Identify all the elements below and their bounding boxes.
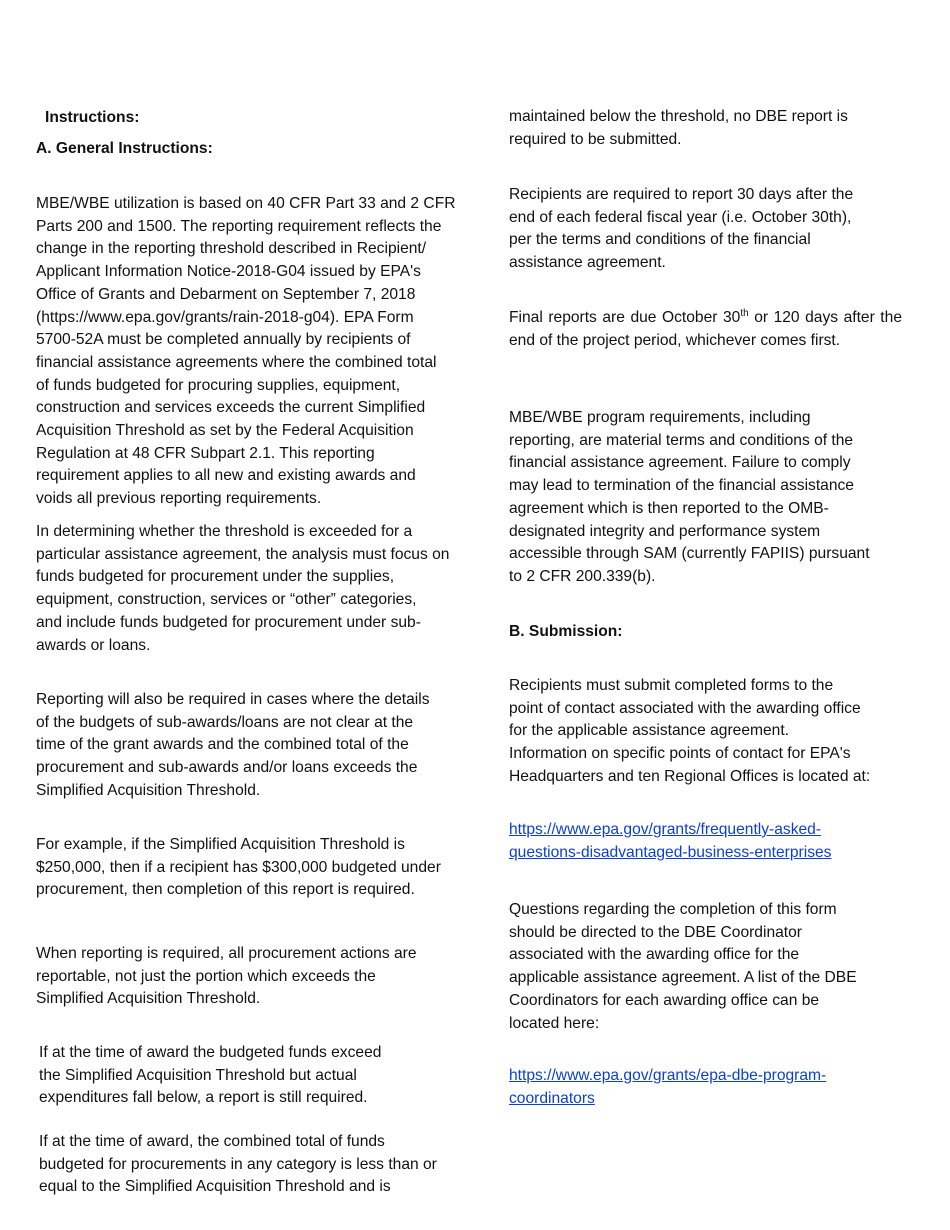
text-line: MBE/WBE program requirements, including [509,409,811,426]
text-line: questions-disadvantaged-business-enterprises [509,843,832,861]
text-line: Simplified Acquisition Threshold. [36,990,261,1008]
paragraph-report-timing [509,184,853,275]
text-line: If at the time of award, the combined total of funds [39,1133,385,1150]
text-line: for the applicable assistance agreement. [509,722,789,740]
text-line: change in the reporting threshold described in Recipient/ [36,240,427,258]
text-line: designated integrity and performance system [509,522,821,540]
text-line: Questions regarding the completion of this form [509,901,837,918]
paragraph-submit-forms [509,675,870,789]
text-line: voids all previous reporting requirements. [36,490,322,508]
text-line: assistance agreement. [509,254,666,272]
text-line: associated with the awarding office for the [509,946,800,964]
text-line: located here: [509,1014,600,1032]
text-line: of the budgets of sub-awards/loans are not clear at the [36,713,414,731]
paragraph-utilization [36,193,455,511]
text-line: maintained below the threshold, no DBE report is [509,108,848,125]
paragraph-questions [509,899,857,1035]
paragraph-expenditures [39,1042,381,1110]
text-line: budgeted for procurements in any category is less than or [39,1155,437,1173]
text-line: awards or loans. [36,636,151,654]
text-line: Applicant Information Notice-2018-G04 issued by EPA's [36,263,421,281]
text-line: financial assistance agreement. Failure to comply [509,454,851,472]
text-line: to 2 CFR 200.339(b). [509,567,656,585]
text-line: should be directed to the DBE Coordinator [509,923,802,941]
final-reports-text: Final reports are due October 30 [509,309,741,326]
text-line: particular assistance agreement, the analysis must focus on [36,545,450,563]
text-line: time of the grant awards and the combined total of the [36,736,409,754]
paragraph-example [36,834,441,902]
paragraph-threshold [36,521,449,657]
text-line: Acquisition Threshold as set by the Federal Acquisition [36,422,414,440]
text-line: procurement, then completion of this report is required. [36,881,415,899]
faq-dbe-link[interactable] [509,819,831,864]
text-line: expenditures fall below, a report is still required. [39,1089,368,1107]
text-line: and include funds budgeted for procurement under sub- [36,613,421,631]
text-line: coordinators [509,1089,595,1107]
text-line: accessible through SAM (currently FAPIIS) pursuant [509,545,870,563]
text-line: Regulation at 48 CFR Subpart 2.1. This reporting [36,444,375,462]
text-line: funds budgeted for procurement under the supplies, [36,568,395,586]
paragraph-no-report [509,106,848,151]
text-line: In determining whether the threshold is exceeded for a [36,523,413,540]
text-line: point of contact associated with the awarding office [509,699,861,717]
text-line: equal to the Simplified Acquisition Threshold and is [39,1178,391,1196]
paragraph-reportable [36,943,417,1011]
text-line: applicable assistance agreement. A list of the DBE [509,969,857,987]
paragraph-program-requirements [509,407,870,589]
superscript-th: th [740,307,749,319]
text-line: the Simplified Acquisition Threshold but actual [39,1066,357,1084]
final-reports-text-rest: or 120 days after the end of the project period, whichever comes first. [509,309,902,349]
text-line: (https://www.epa.gov/grants/rain-2018-g04). EPA Form [36,308,414,326]
text-line: Coordinators for each awarding office can be [509,991,820,1009]
paragraph-final-reports [509,307,902,352]
text-line: per the terms and conditions of the financial [509,231,811,249]
general-instructions-heading: A. General Instructions: [36,140,213,157]
text-line: If at the time of award the budgeted funds exceed [39,1044,382,1061]
text-line: may lead to termination of the financial assistance [509,477,854,495]
text-line: Information on specific points of contact for EPA's [509,745,851,763]
text-line: equipment, construction, services or “other” categories, [36,591,417,609]
text-line: required to be submitted. [509,130,682,148]
text-line: end of each federal fiscal year (i.e. October 30th), [509,208,852,226]
text-line: https://www.epa.gov/grants/epa-dbe-program- [509,1067,827,1084]
text-line: $250,000, then if a recipient has $300,000 budgeted under [36,858,441,876]
submission-heading: B. Submission: [509,623,623,640]
text-line: For example, if the Simplified Acquisition Threshold is [36,836,405,853]
text-line: procurement and sub-awards and/or loans exceeds the [36,759,418,777]
text-line: MBE/WBE utilization is based on 40 CFR Part 33 and 2 CFR [36,195,456,212]
text-line: Headquarters and ten Regional Offices is located at: [509,767,871,785]
text-line: When reporting is required, all procurement actions are [36,945,417,962]
paragraph-below-threshold [39,1131,437,1199]
text-line: requirement applies to all new and existing awards and [36,467,416,485]
dbe-coordinators-link[interactable] [509,1065,826,1110]
instructions-heading: Instructions: [45,109,140,126]
text-line: Office of Grants and Debarment on September 7, 2018 [36,285,416,303]
text-line: reporting, are material terms and conditions of the [509,431,854,449]
text-line: Simplified Acquisition Threshold. [36,781,261,799]
text-line: 5700-52A must be completed annually by recipients of [36,331,411,349]
text-line: agreement which is then reported to the OMB- [509,499,829,517]
text-line: Recipients are required to report 30 days after the [509,186,854,203]
text-line: Parts 200 and 1500. The reporting requirement reflects the [36,217,442,235]
text-line: Recipients must submit completed forms to the [509,677,834,694]
paragraph-subawards [36,689,430,803]
text-line: reportable, not just the portion which exceeds the [36,967,376,985]
text-line: of funds budgeted for procuring supplies, equipment, [36,376,401,394]
text-line: financial assistance agreements where the combined total [36,353,437,371]
text-line: construction and services exceeds the current Simplified [36,399,426,417]
text-line: https://www.epa.gov/grants/frequently-asked- [509,821,822,838]
text-line: Reporting will also be required in cases where the details [36,691,430,708]
